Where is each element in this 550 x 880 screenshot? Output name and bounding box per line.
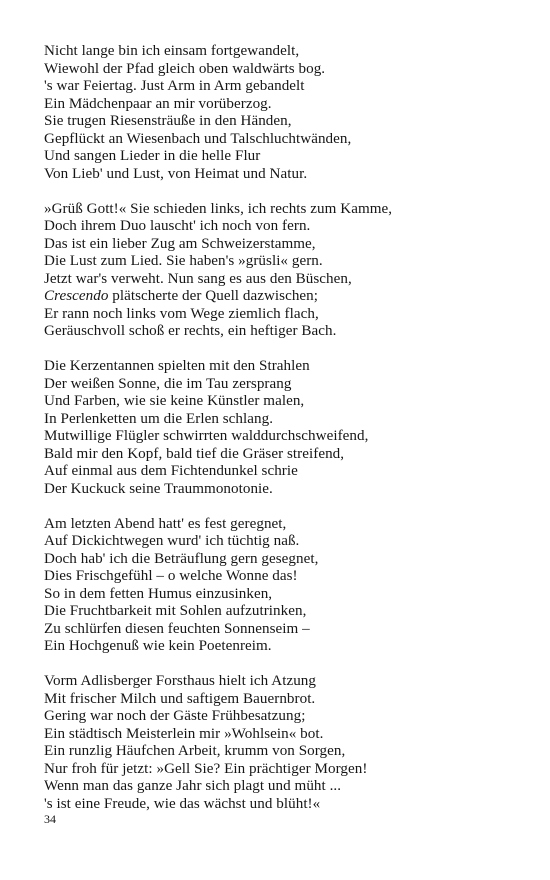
poem-line: Dies Frischgefühl – o welche Wonne das! — [44, 568, 298, 584]
poem-line: Nur froh für jetzt: »Gell Sie? Ein prächtiger Morgen! — [44, 760, 368, 777]
poem-line: Und Farben, wie sie keine Künstler malen, — [44, 393, 305, 409]
poem-line: Ein Hochgenuß wie kein Poetenreim. — [44, 638, 272, 654]
poem-line: Von Lieb' und Lust, von Heimat und Natur. — [44, 165, 308, 182]
page-number: 34 — [44, 812, 56, 826]
poem-line: Am letzten Abend hatt' es fest geregnet, — [44, 515, 287, 532]
poem-line: Ein runzlig Häufchen Arbeit, krumm von Sorgen, — [44, 743, 346, 759]
poem-line: 's war Feiertag. Just Arm in Arm gebandelt — [44, 78, 305, 94]
poem-line: Die Fruchtbarkeit mit Sohlen aufzutrinken, — [44, 603, 307, 619]
poem-line: Zu schlürfen diesen feuchten Sonnenseim – — [44, 620, 310, 637]
poem-line: In Perlenketten um die Erlen schlang. — [44, 410, 274, 427]
poem-line: Wiewohl der Pfad gleich oben waldwärts bog. — [44, 60, 326, 77]
stanza — [44, 673, 524, 813]
stanza — [44, 516, 524, 656]
poem-line: So in dem fetten Humus einzusinken, — [44, 585, 273, 602]
poem-body — [44, 43, 524, 831]
italic-word: Crescendo — [44, 288, 109, 304]
poem-line: Mutwillige Flügler schwirrten walddurchschweifend, — [44, 428, 369, 444]
poem-line: Gepflückt an Wiesenbach und Talschluchtwänden, — [44, 130, 352, 147]
line-text: plätscherte der Quell dazwischen; — [108, 288, 319, 304]
poem-line: Der weißen Sonne, die im Tau zersprang — [44, 375, 292, 392]
poem-line: Gering war noch der Gäste Frühbesatzung; — [44, 708, 306, 724]
poem-line: Bald mir den Kopf, bald tief die Gräser streifend, — [44, 445, 345, 462]
poem-line: Sie trugen Riesensträuße in den Händen, — [44, 113, 292, 129]
poem-line: Und sangen Lieder in die helle Flur — [44, 148, 261, 164]
poem-line: Nicht lange bin ich einsam fortgewandelt, — [44, 43, 300, 59]
stanza — [44, 358, 524, 498]
poem-line — [44, 288, 524, 306]
poem-line: Die Lust zum Lied. Sie haben's »grüsli« gern. — [44, 253, 323, 269]
poem-line: 's ist eine Freude, wie das wächst und blüht!« — [44, 795, 321, 812]
poem-line: Auf Dickichtwegen wurd' ich tüchtig naß. — [44, 533, 300, 549]
poem-line: Wenn man das ganze Jahr sich plagt und müht ... — [44, 778, 342, 794]
poem-line: Das ist ein lieber Zug am Schweizerstamme, — [44, 235, 316, 252]
poem-line: Doch ihrem Duo lauscht' ich noch von fern. — [44, 218, 311, 234]
stanza — [44, 201, 524, 341]
poem-line: Auf einmal aus dem Fichtendunkel schrie — [44, 463, 298, 479]
poem-line: Der Kuckuck seine Traummonotonie. — [44, 480, 273, 497]
poem-line: Vorm Adlisberger Forsthaus hielt ich Atzung — [44, 673, 317, 689]
poem-line: Jetzt war's verweht. Nun sang es aus den Büschen, — [44, 270, 352, 287]
poem-line: Ein Mädchenpaar an mir vorüberzog. — [44, 95, 272, 112]
poem-line: Ein städtisch Meisterlein mir »Wohlsein« bot. — [44, 725, 324, 742]
poem-line: Geräuschvoll schoß er rechts, ein heftiger Bach. — [44, 323, 337, 339]
poem-line: Mit frischer Milch und saftigem Bauernbrot. — [44, 690, 316, 707]
poem-line: Er rann noch links vom Wege ziemlich flach, — [44, 305, 319, 322]
poem-line: »Grüß Gott!« Sie schieden links, ich rechts zum Kamme, — [44, 200, 393, 217]
poem-line: Doch hab' ich die Beträuflung gern gesegnet, — [44, 550, 319, 567]
poem-line: Die Kerzentannen spielten mit den Strahlen — [44, 358, 310, 374]
stanza — [44, 43, 524, 183]
